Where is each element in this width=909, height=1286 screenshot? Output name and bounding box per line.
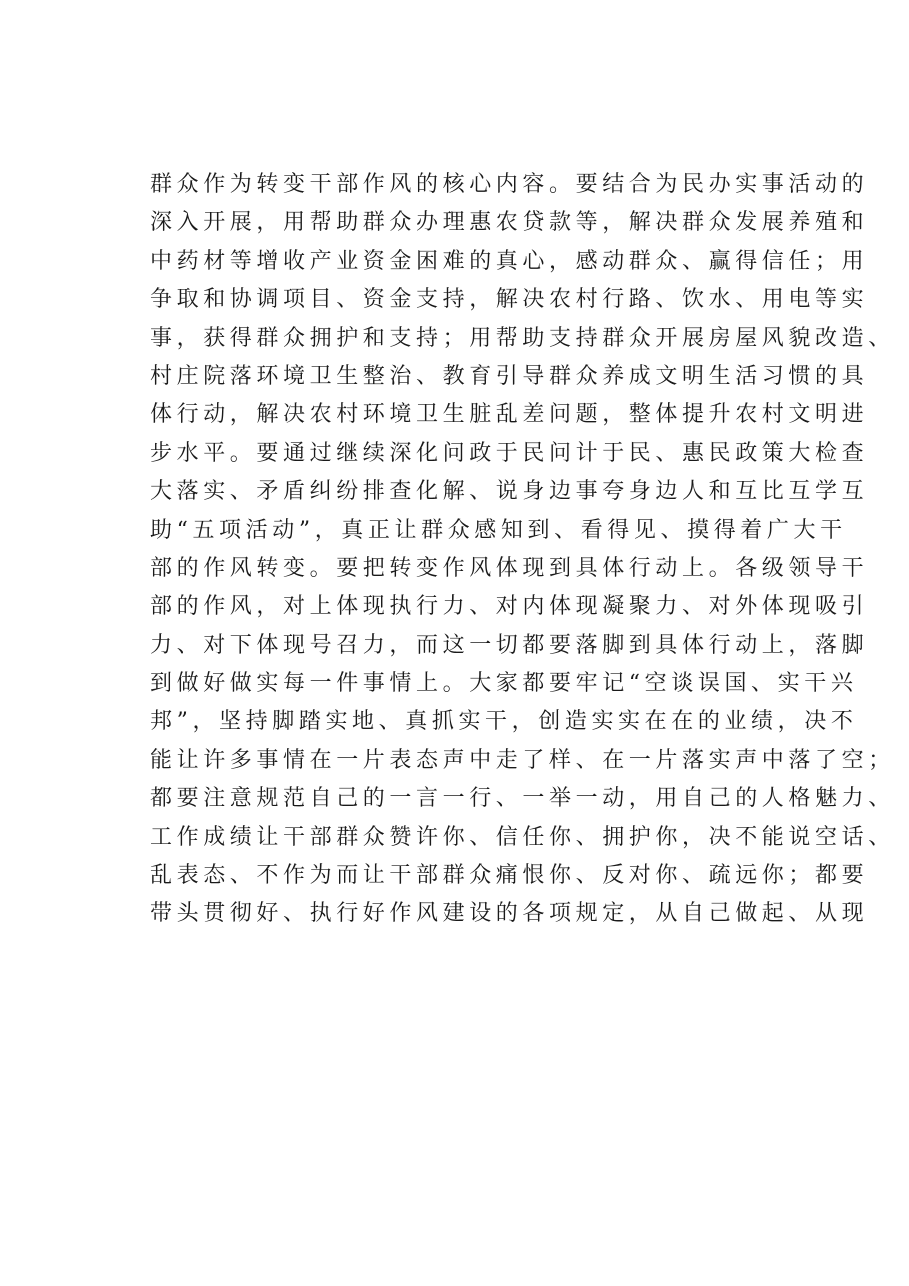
text-line: 乱表态、不作为而让干部群众痛恨你、反对你、疏远你；都要 xyxy=(150,863,869,889)
text-line: 村庄院落环境卫生整治、教育引导群众养成文明生活习惯的具 xyxy=(150,363,869,389)
text-line: 事，获得群众拥护和支持；用帮助支持群众开展房屋风貌改造、 xyxy=(150,325,895,351)
text-line: 工作成绩让干部群众赞许你、信任你、拥护你，决不能说空话、 xyxy=(150,824,895,850)
body-paragraph xyxy=(150,166,895,934)
text-line: 力、对下体现号召力，而这一切都要落脚到具体行动上，落脚 xyxy=(150,632,869,658)
text-line: 争取和协调项目、资金支持，解决农村行路、饮水、用电等实 xyxy=(150,287,869,313)
text-line: 部的作风，对上体现执行力、对内体现凝聚力、对外体现吸引 xyxy=(150,594,869,620)
text-line: 部的作风转变。要把转变作风体现到具体行动上。各级领导干 xyxy=(150,555,869,581)
text-line: 深入开展，用帮助群众办理惠农贷款等，解决群众发展养殖和 xyxy=(150,210,869,236)
text-line: 中药材等增收产业资金困难的真心，感动群众、赢得信任；用 xyxy=(150,248,869,274)
text-line: 助“五项活动”，真正让群众感知到、看得见、摸得着广大干 xyxy=(150,517,847,543)
text-line: 能让许多事情在一片表态声中走了样、在一片落实声中落了空； xyxy=(150,747,895,773)
text-line: 到做好做实每一件事情上。大家都要牢记“空谈误国、实干兴 xyxy=(150,671,858,697)
text-line: 邦”，坚持脚踏实地、真抓实干，创造实实在在的业绩，决不 xyxy=(150,709,858,735)
text-line: 群众作为转变干部作风的核心内容。要结合为民办实事活动的 xyxy=(150,172,869,197)
text-line: 体行动，解决农村环境卫生脏乱差问题，整体提升农村文明进 xyxy=(150,402,869,428)
text-line: 步水平。要通过继续深化问政于民问计于民、惠民政策大检查 xyxy=(150,440,869,466)
text-line: 大落实、矛盾纠纷排查化解、说身边事夸身边人和互比互学互 xyxy=(150,479,869,505)
text-line: 都要注意规范自己的一言一行、一举一动，用自己的人格魅力、 xyxy=(150,786,895,812)
text-line: 带头贯彻好、执行好作风建设的各项规定，从自己做起、从现 xyxy=(150,901,869,927)
